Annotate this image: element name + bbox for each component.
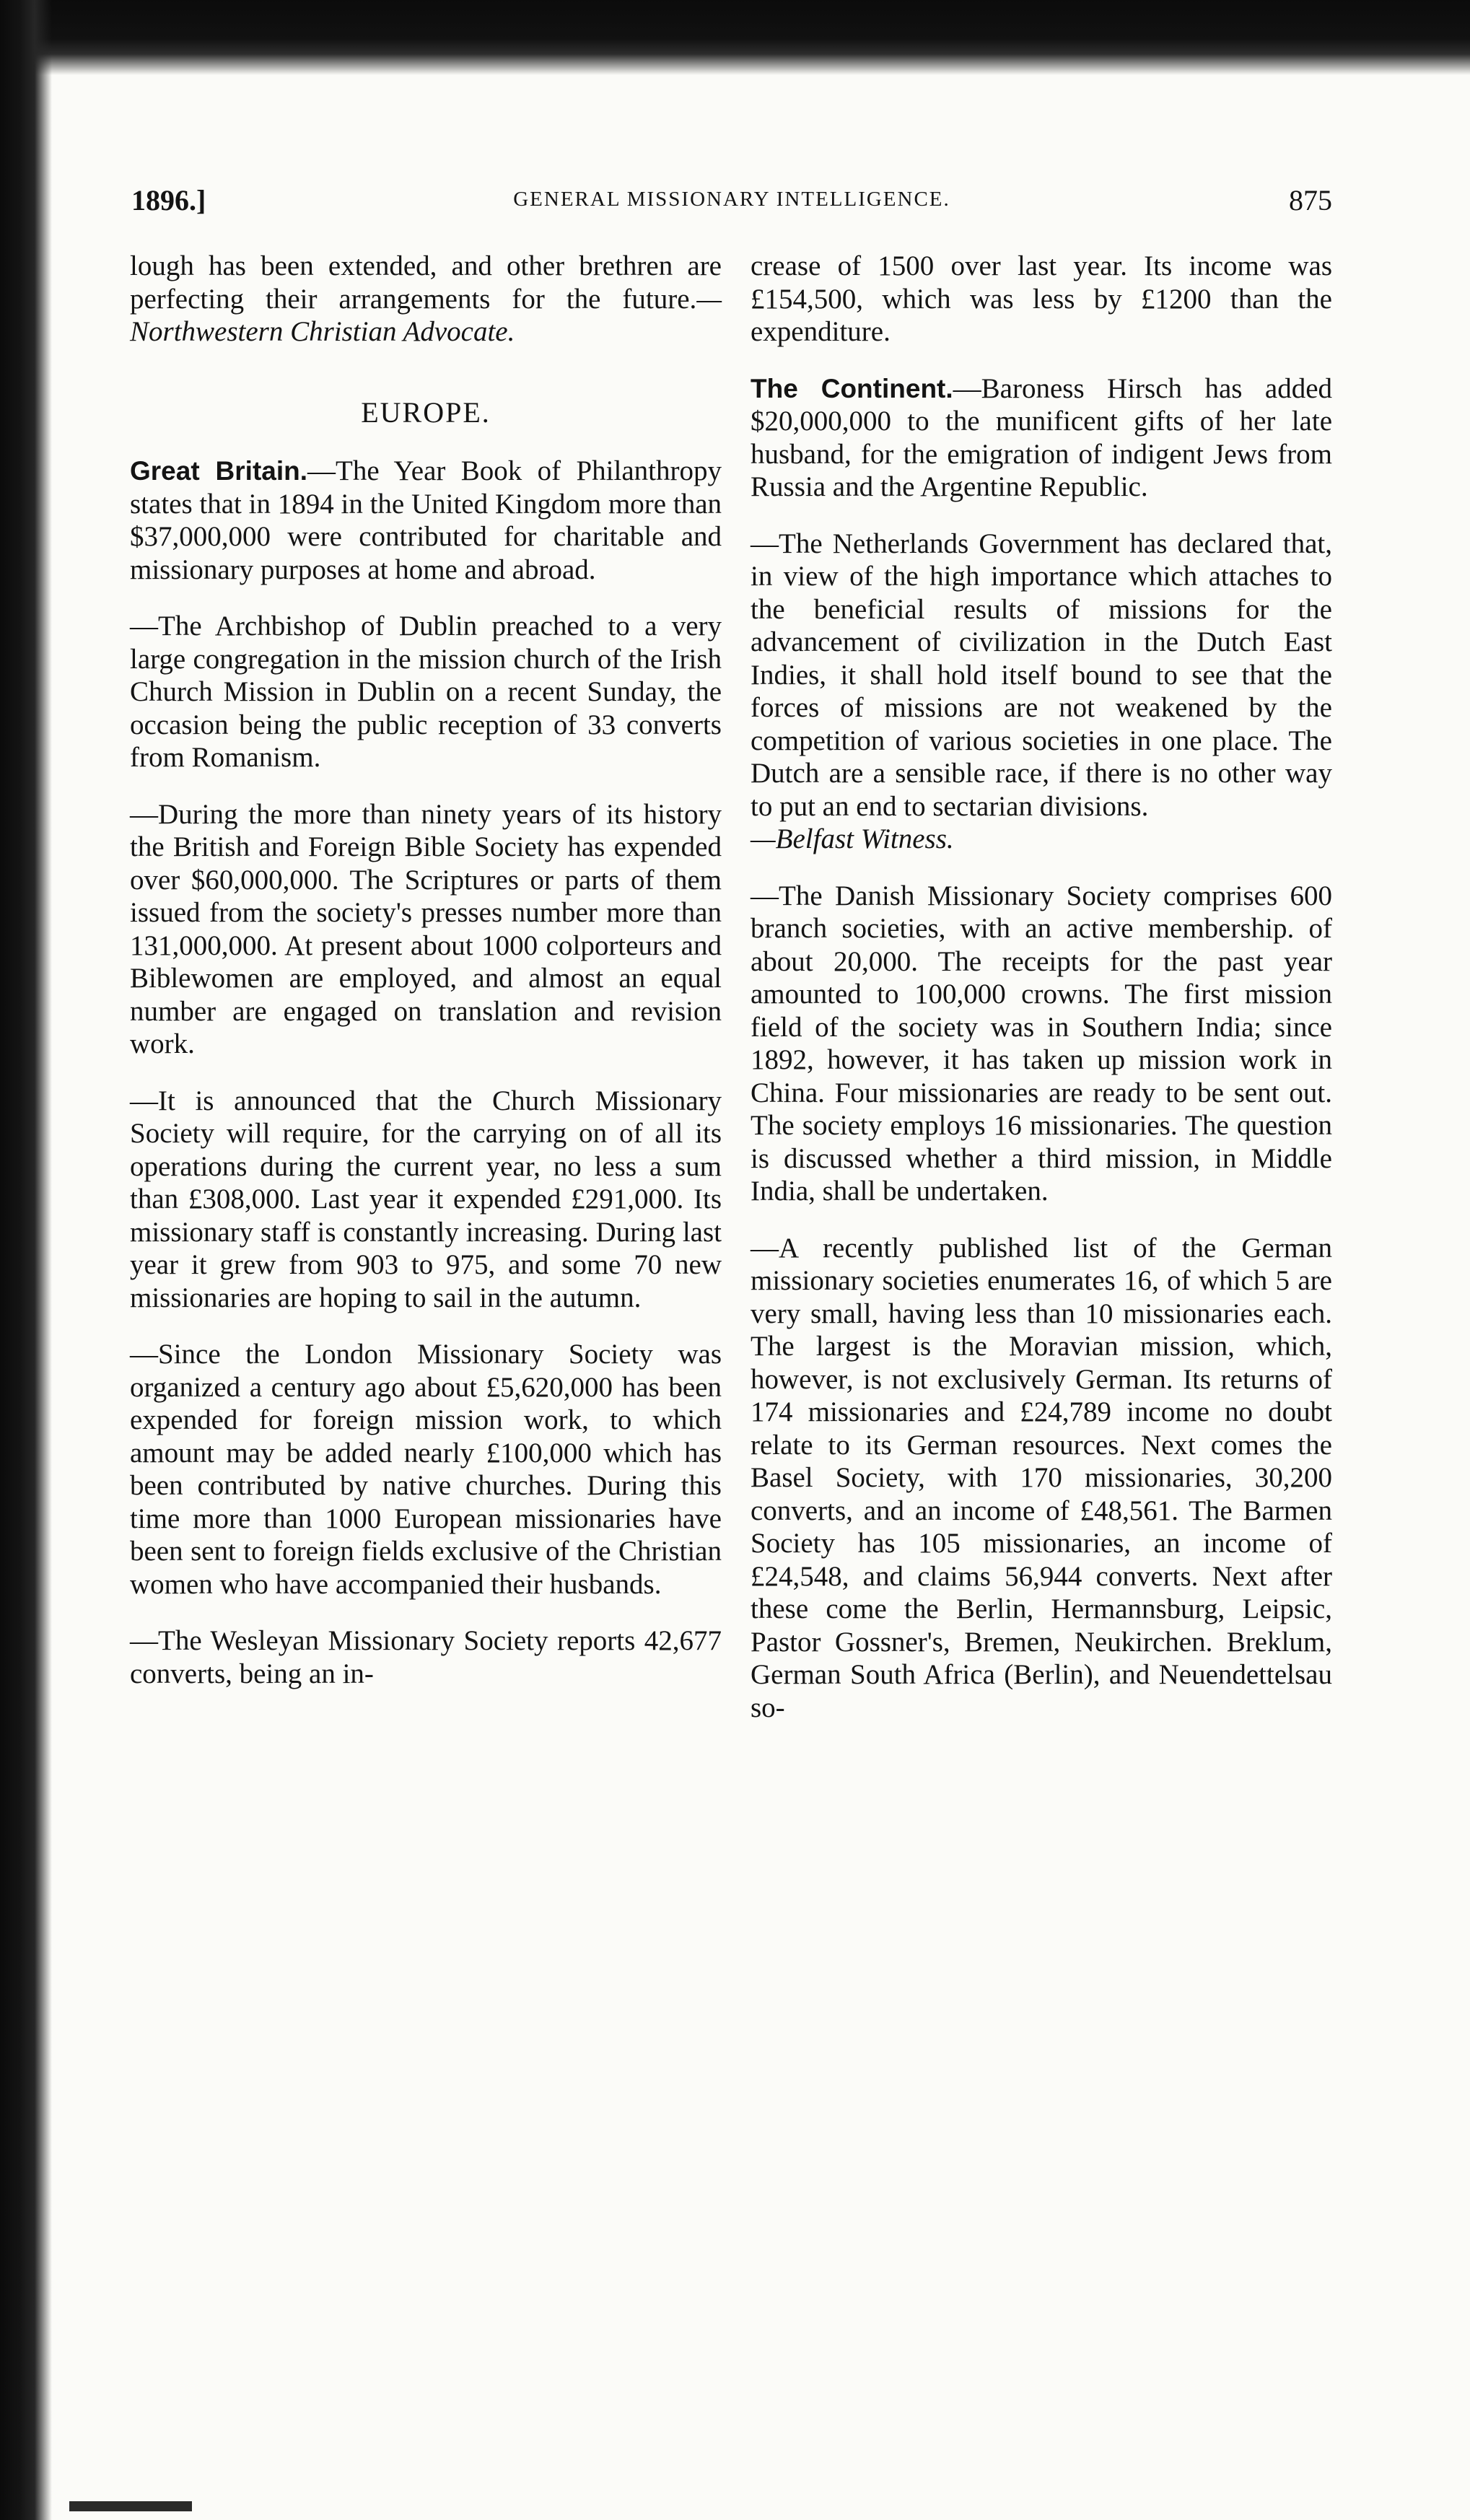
paragraph-continued: crease of 1500 over last year. Its income was £154,500, which was less by £1200 than the expenditure. <box>751 250 1332 347</box>
paragraph-text: —Baroness Hirsch has added $20,000,000 to the munificent gifts of her late husband, for the emigration of indigent Jews from Russia and the Argentine Republic. <box>751 372 1333 502</box>
paragraph-wesleyan: —The Wesleyan Missionary Society reports 42,677 converts, being an in- <box>130 1625 722 1689</box>
paragraph-bible-society: —During the more than ninety years of its history the British and Foreign Bible Society has expended over $60,000,000. The Scriptures or parts of them issued from the society's presses number more than 131,000,000. At present about 1000 colporteurs and Biblewomen are employed, and almost an equal number are engaged on translation and revision work. <box>130 798 722 1059</box>
right-column <box>751 250 1332 1748</box>
paragraph-great-britain <box>130 455 722 586</box>
source-citation: —Belfast Witness. <box>751 823 954 854</box>
run-in-heading: Great Britain. <box>130 456 307 486</box>
paragraph-continent <box>751 372 1332 504</box>
left-column <box>130 250 722 1714</box>
paragraph-text: —The Year Book of Philanthropy states that in 1894 in the United Kingdom more than $37,000,000 were contributed for charitable and missionary purposes at home and abroad. <box>130 455 722 585</box>
paragraph-danish: —The Danish Missionary Society comprises 600 branch societies, with an active membership. of about 20,000. The receipts for the past year amounted to 100,000 crowns. The first mission field of the society was in Southern India; since 1892, however, it has taken up mission work in China. Four missionaries are ready to be sent out. The society employs 16 missionaries. The question is discussed whether a third mission, in Middle India, shall be undertaken. <box>751 880 1332 1207</box>
run-in-heading: The Continent. <box>751 373 953 403</box>
paragraph-london-missionary: —Since the London Missionary Society was organized a century ago about £5,620,000 has been expended for foreign mission work, to which amount may be added nearly £100,000 which has been contributed by native churches. During this time more than 1000 European missionaries have been sent to foreign fields exclusive of the Christian women who have accompanied their husbands. <box>130 1339 722 1600</box>
header-title: GENERAL MISSIONARY INTELLIGENCE. <box>513 188 950 211</box>
page-number: 875 <box>1289 184 1332 216</box>
paragraph-archbishop: —The Archbishop of Dublin preached to a very large congregation in the mission church of the Irish Church Mission in Dublin on a recent Sunday, the occasion being the public reception of 33 converts from Romanism. <box>130 611 722 773</box>
paragraph-german-societies: —A recently published list of the German missionary societies enumerates 16, of which 5 are very small, having less than 10 missionaries each. The largest is the Moravian mission, which, however, is not exclusively German. Its returns of 174 missionaries and £24,789 income no doubt relate to its German resources. Next comes the Basel Society, with 170 missionaries, 30,200 converts, and an income of £48,561. The Barmen Society has 105 missionaries, an income of £24,548, and claims 56,944 converts. Next after these come the Berlin, Hermannsburg, Leipsic, Pastor Gossner's, Bremen, Neukirchen. Breklum, German South Africa (Berlin), and Neuendettelsau so- <box>751 1232 1332 1723</box>
header-year: 1896.] <box>131 184 206 216</box>
paragraph-church-missionary: —It is announced that the Church Missionary Society will require, for the carrying on of all its operations during the current year, no less a sum than £308,000. Last year it expended £291,000. Its missionary staff is constantly increasing. During last year it grew from 903 to 975, and some 70 new missionaries are hoping to sail in the autumn. <box>130 1085 722 1313</box>
scan-binding-edge <box>0 0 52 2520</box>
section-heading: EUROPE. <box>361 395 491 429</box>
paragraph-text: —The Netherlands Government has declared that, in view of the high importance which attaches to the beneficial results of missions for the advancement of civilization in the Dutch East Indies, it shall hold itself bound to see that the forces of missions are not weakened by the competition of various societies in one place. The Dutch are a sensible race, if there is no other way to put an end to sectarian divisions. <box>751 528 1332 822</box>
paragraph-continued <box>130 250 722 349</box>
paragraph-netherlands <box>751 528 1332 856</box>
scan-bottom-mark <box>69 2501 192 2511</box>
paragraph-text: lough has been extended, and other brethren are perfecting their arrangements for the future. <box>130 250 722 315</box>
scan-top-edge <box>0 0 1470 75</box>
running-header <box>131 183 1332 216</box>
source-citation: —Northwestern Christian Advocate. <box>130 283 722 347</box>
